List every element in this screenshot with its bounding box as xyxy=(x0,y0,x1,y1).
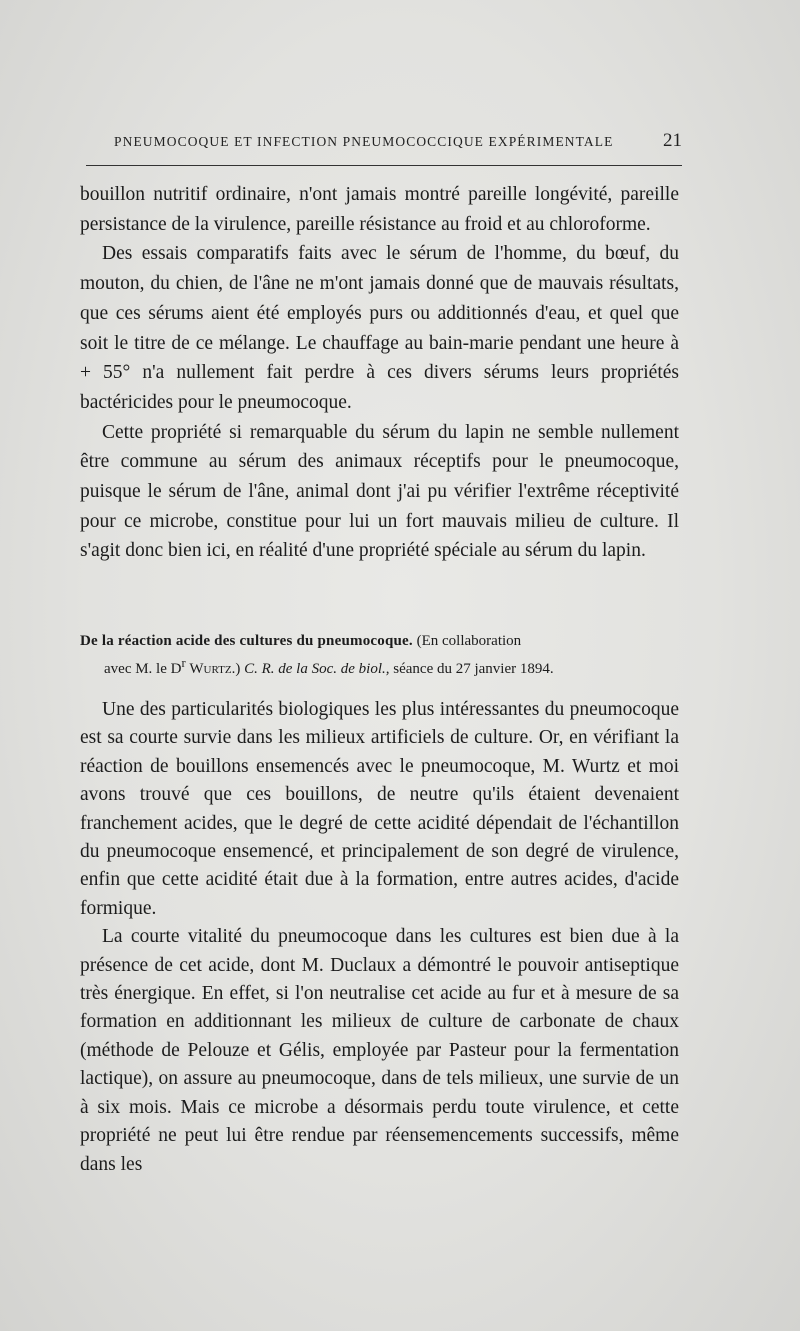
journal-name: C. R. de la Soc. de biol., xyxy=(244,661,390,677)
collaboration-with: avec M. le D xyxy=(104,661,182,677)
doctor-superscript: r xyxy=(181,656,186,670)
article-reference xyxy=(80,630,679,680)
paragraph: Cette propriété si remarquable du sérum du lapin ne semble nullement être commune au sérum des animaux réceptifs pour le pneumocoque, puisque le sérum de l'âne, animal dont j'ai pu vérifier l'extrême réceptivité pour ce microbe, constitue pour lui un fort mauvais milieu de culture. Il s'agit donc bien ici, en réalité d'une propriété spéciale au sérum du lapin. xyxy=(80,421,679,562)
paragraph: bouillon nutritif ordinaire, n'ont jamais montré pareille longévité, pareille persistance de la virulence, pareille résistance au froid et au chloroforme. xyxy=(80,184,679,235)
article-title: De la réaction acide des cultures du pneumocoque. xyxy=(80,633,413,649)
page-number: 21 xyxy=(663,130,682,151)
running-head: PNEUMOCOQUE ET INFECTION PNEUMOCOCCIQUE EXPÉRIMENTALE xyxy=(114,134,614,149)
section-1-text xyxy=(80,180,679,566)
paragraph: La courte vitalité du pneumocoque dans les cultures est bien due à la présence de cet acide, dont M. Duclaux a démontré le pouvoir antiseptique très énergique. En effet, si l'on neutralise cet acide au fur et à mesure de sa formation en additionnant les milieux de culture de carbonate de chaux (méthode de Pelouze et Gélis, employée par Pasteur pour la fermentation lactique), on assure au pneumocoque, dans de tels milieux, une survie de un à six mois. Mais ce microbe a désormais perdu toute virulence, et cette propriété ne peut lui être rendue par réensemencements successifs, même dans les xyxy=(80,926,679,1175)
paragraph: Des essais comparatifs faits avec le sérum de l'homme, du bœuf, du mouton, du chien, de l'âne ne m'ont jamais donné que de mauvais résultats, que ces sérums aient été employés purs ou additionnés d'eau, et quel que soit le titre de ce mélange. Le chauffage au bain-marie pendant une heure à + 55° n'a nullement fait perdre à ces divers sérums leurs propriétés bactéricides pour le pneumocoque. xyxy=(80,243,679,413)
collaboration-note: (En collaboration xyxy=(416,633,522,649)
collaborator-name: Wurtz.) xyxy=(189,661,241,677)
page-header xyxy=(114,130,682,152)
session-date: séance du 27 janvier 1894. xyxy=(393,661,554,677)
section-2-text xyxy=(80,696,679,1179)
paragraph: Une des particularités biologiques les plus intéressantes du pneumocoque est sa courte survie dans les milieux artificiels de culture. Or, en vérifiant la réaction de bouillons ensemencés avec le pneumocoque, M. Wurtz et moi avons trouvé que ces bouillons, de neutre qu'ils étaient devenaient franchement acides, que le degré de cette acidité dépendait de l'échantillon du pneumocoque ensemencé, et principalement de son degré de virulence, enfin que cette acidité était due à la formation, entre autres acides, d'acide formique. xyxy=(80,699,679,919)
header-rule xyxy=(86,165,682,166)
